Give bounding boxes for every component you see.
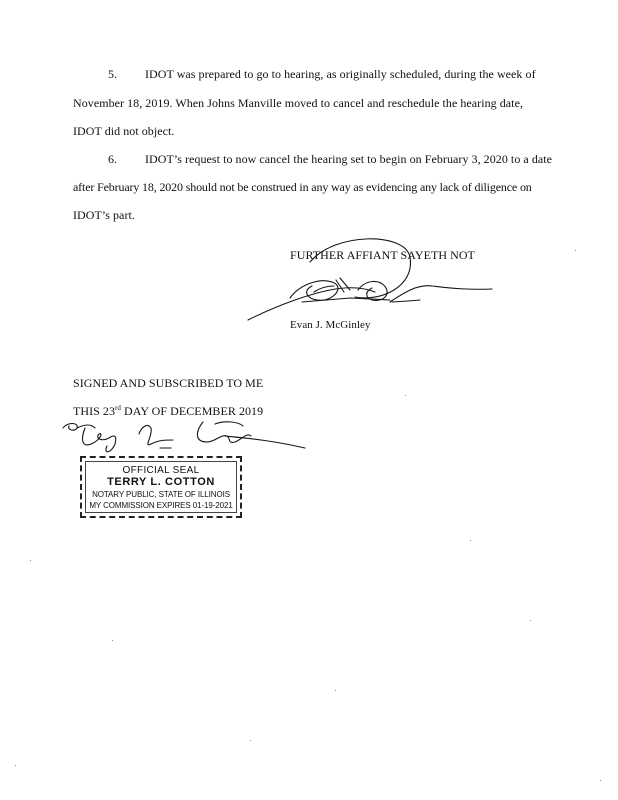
- paragraph-6-line-1: IDOT’s request to now cancel the hearing set to begin on February 3, 2020 to a date: [145, 152, 553, 166]
- notary-date-rest: DAY OF DECEMBER 2019: [120, 404, 264, 418]
- scan-speck: [15, 765, 16, 766]
- notary-seal-inner-border: [85, 461, 237, 513]
- scan-speck: [112, 640, 113, 641]
- scan-speck: [405, 395, 406, 396]
- notary-date-prefix: THIS 23: [73, 404, 116, 418]
- notary-seal: [80, 456, 242, 518]
- paragraph-6-line-2: after February 18, 2020 should not be construed in any way as evidencing any lack of diligence on: [73, 180, 532, 194]
- seal-notary-name: TERRY L. COTTON: [107, 476, 215, 488]
- notary-date-suffix: rd: [115, 404, 121, 412]
- seal-commission-line: MY COMMISSION EXPIRES 01-19-2021: [89, 501, 233, 510]
- affiant-closing: FURTHER AFFIANT SAYETH NOT: [290, 248, 475, 262]
- paragraph-5-number: 5.: [108, 67, 117, 81]
- paragraph-5-line-2: November 18, 2019. When Johns Manville moved to cancel and reschedule the hearing date,: [73, 96, 523, 110]
- paragraph-6-line-3: IDOT’s part.: [73, 208, 135, 222]
- affiant-signature: [240, 232, 500, 332]
- paragraph-5-line-1: IDOT was prepared to go to hearing, as originally scheduled, during the week of: [145, 67, 536, 81]
- scan-speck: [575, 250, 576, 251]
- scan-speck: [600, 780, 601, 781]
- affiant-name: Evan J. McGinley: [290, 319, 371, 331]
- scan-speck: [250, 740, 251, 741]
- seal-title: OFFICIAL SEAL: [122, 465, 200, 476]
- scan-speck: [470, 540, 471, 541]
- seal-state-line: NOTARY PUBLIC, STATE OF ILLINOIS: [92, 490, 230, 499]
- scan-speck: [335, 690, 336, 691]
- paragraph-6-number: 6.: [108, 152, 117, 166]
- notary-signed-line: SIGNED AND SUBSCRIBED TO ME: [73, 376, 264, 390]
- scan-speck: [30, 560, 31, 561]
- paragraph-5-line-3: IDOT did not object.: [73, 124, 175, 138]
- scan-speck: [530, 620, 531, 621]
